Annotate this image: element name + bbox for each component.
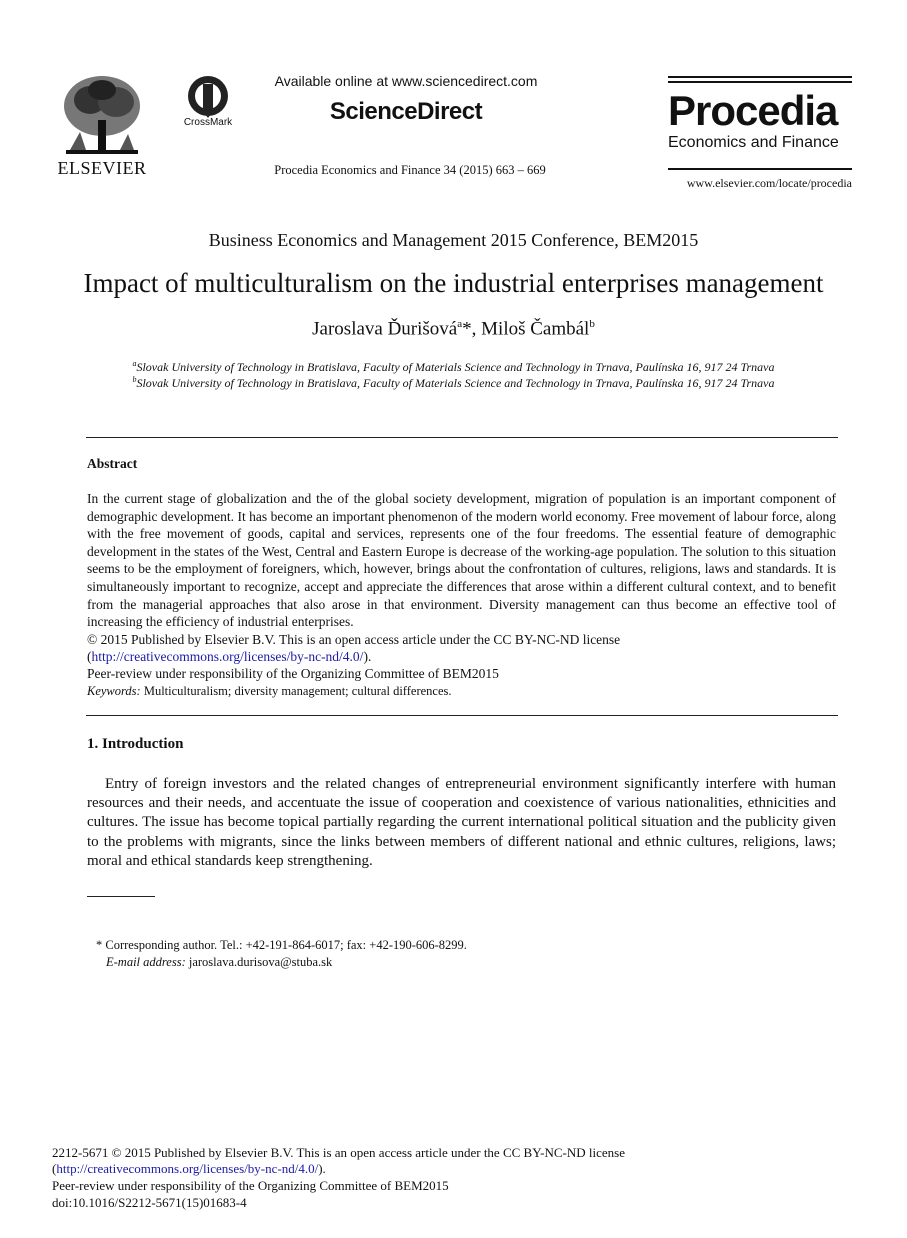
issn-line: 2212-5671 © 2015 Published by Elsevier B.V. This is an open access article under the CC BY-NC-ND license (52, 1145, 626, 1160)
divider (86, 437, 838, 438)
section-heading: 1. Introduction (87, 736, 184, 752)
email-address[interactable]: jaroslava.durisova@stuba.sk (185, 955, 333, 969)
elsevier-logo (52, 72, 152, 182)
keywords-text: Multiculturalism; diversity management; cultural differences. (140, 684, 452, 698)
affiliation-text: Slovak University of Technology in Bratislava, Faculty of Materials Science and Technology in Trnava, Paulínska 16, 917 24 Trnava (136, 376, 775, 390)
abstract-text: In the current stage of globalization and the of the global society development, migration of population is an important component of demographic development. It has become an important phenomenon of the modern world economy. Free movement of labour force, along with the free movement of goods, capital and services, represents one of the four freedoms. The essential feature of demographic development in the states of the West, Central and Eastern Europe is decrease of the working-age population. The solution to this situation seems to be the employment of foreigners, which, however, brings about the confrontation of cultures, religions, laws and standards. It is simultaneously important to recognize, accept and appreciate the differences that arose within a different cultural context, and to benefit from the managerial approaches that also arose in that environment. Diversity management can thus become an effective tool of increasing the efficiency of industrial enterprises. (87, 491, 836, 630)
elsevier-tree-icon (60, 72, 144, 160)
peer-review-line: Peer-review under responsibility of the Organizing Committee of BEM2015 (87, 666, 499, 681)
affiliation (0, 375, 907, 391)
license-link[interactable]: http://creativecommons.org/licenses/by-nc-nd/4.0/ (91, 649, 364, 664)
abstract-heading: Abstract (87, 456, 138, 471)
procedia-logo (668, 76, 852, 194)
paren-close: ). (318, 1161, 326, 1176)
email-note (106, 955, 332, 970)
bottom-license-line (52, 1161, 872, 1178)
crossmark-label: CrossMark (183, 117, 233, 128)
available-online: Available online at www.sciencedirect.com (274, 73, 538, 89)
elsevier-wordmark: ELSEVIER (57, 158, 147, 178)
author-affil-mark: b (589, 318, 595, 330)
body-paragraph: Entry of foreign investors and the related changes of entrepreneurial environment significantly interfere with human resources and their needs, and accentuate the issue of cooperation and coexistence of various nationalities, ethnicities and cultures. The issue has become topical partially regarding the current international political situation and the publicity given to the problems with migrants, since the links between members of different national and ethnic cultures, religions, laws; moral and ethical standards keep strengthening. (87, 776, 836, 869)
keywords (87, 684, 836, 699)
email-label: E-mail address: (106, 955, 186, 969)
procedia-title: Procedia (668, 87, 838, 134)
bottom-license-link[interactable]: http://creativecommons.org/licenses/by-nc-nd/4.0/ (56, 1161, 319, 1176)
author-name: Miloš Čambál (481, 318, 590, 340)
author-list (0, 318, 907, 340)
affiliation-text: Slovak University of Technology in Bratislava, Faculty of Materials Science and Technology in Trnava, Paulínska 16, 917 24 Trnava (136, 360, 775, 374)
affiliation-mark: a (132, 359, 137, 368)
paper-title: Impact of multiculturalism on the industrial enterprises management (83, 268, 824, 298)
author-affil-mark: a (457, 318, 463, 330)
paren-open: ( (52, 1161, 57, 1176)
corresponding-mark: * (462, 318, 472, 340)
paren-open: ( (87, 649, 92, 664)
keywords-label: Keywords: (87, 684, 141, 698)
journal-reference: Procedia Economics and Finance 34 (2015) 663 – 669 (274, 163, 546, 177)
footnote-divider (87, 896, 155, 897)
divider (668, 81, 852, 83)
bottom-peer-review: Peer-review under responsibility of the Organizing Committee of BEM2015 (52, 1178, 449, 1193)
copyright-line: © 2015 Published by Elsevier B.V. This is an open access article under the CC BY-NC-ND license (87, 632, 621, 647)
divider (668, 76, 852, 78)
conference-name: Business Economics and Management 2015 Conference, BEM2015 (208, 230, 699, 250)
corresponding-author-note: * Corresponding author. Tel.: +42-191-864-6017; fax: +42-190-606-8299. (96, 938, 467, 952)
affiliation (0, 359, 907, 375)
procedia-url[interactable]: www.elsevier.com/locate/procedia (686, 176, 852, 190)
license-line (87, 648, 836, 665)
divider (86, 715, 838, 716)
divider (668, 168, 852, 170)
paren-close: ). (363, 649, 372, 664)
doi[interactable]: doi:10.1016/S2212-5671(15)01683-4 (52, 1195, 247, 1210)
author-separator: , (471, 318, 482, 340)
affiliation-mark: b (132, 375, 137, 384)
procedia-subtitle: Economics and Finance (668, 134, 839, 151)
sciencedirect-logo: ScienceDirect (329, 98, 483, 125)
author-name: Jaroslava Ďurišová (312, 318, 458, 340)
